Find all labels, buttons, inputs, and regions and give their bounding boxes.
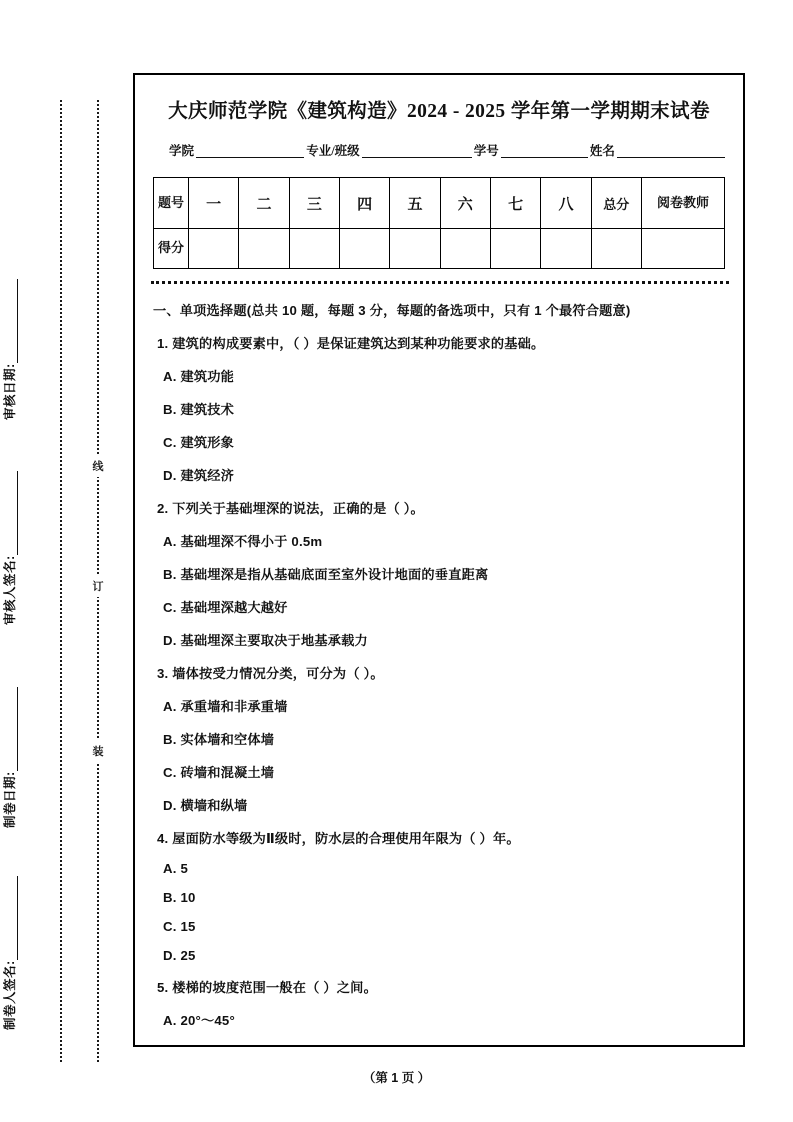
question-3-option-b[interactable]: B. 实体墙和空体墙	[163, 732, 275, 747]
left-margin-annotations	[0, 0, 130, 1122]
question-3	[157, 663, 725, 682]
row-header-question-no: 题号	[154, 178, 189, 229]
field-input-major-class[interactable]	[362, 144, 472, 158]
exam-paper-sheet	[133, 73, 745, 1047]
field-label-name: 姓名	[589, 144, 615, 158]
question-4-number: 4.	[157, 831, 169, 846]
section-heading-1: 一、单项选择题(总共 10 题，每题 3 分，每题的备选项中，只有 1 个最符合题意)	[153, 303, 631, 318]
margin-note-label: 审核日期:	[3, 363, 17, 420]
binder-mark-bind: 订	[89, 575, 107, 597]
column-header-6: 六	[440, 178, 490, 229]
row-header-score: 得分	[154, 229, 189, 269]
section-divider	[151, 281, 729, 284]
field-input-student-id[interactable]	[501, 144, 588, 158]
field-label-major-class: 专业/班级	[306, 144, 360, 158]
margin-note-paper-maker-signature	[0, 730, 18, 1030]
column-header-8: 八	[541, 178, 591, 229]
question-1-stem: 建筑的构成要素中，（ ）是保证建筑达到某种功能要求的基础。	[172, 336, 545, 351]
question-5-option-a[interactable]: A. 20°～45°	[163, 1013, 235, 1028]
table-row-scores	[154, 229, 725, 269]
question-1-option-a[interactable]: A. 建筑功能	[163, 369, 235, 384]
column-header-3: 三	[289, 178, 339, 229]
field-label-student-id: 学号	[473, 144, 499, 158]
margin-note-label: 审核人签名:	[3, 555, 17, 625]
column-header-grading-teacher: 阅卷教师	[642, 178, 725, 229]
score-table	[153, 177, 725, 269]
column-header-total: 总分	[591, 178, 641, 229]
question-3-option-d[interactable]: D. 横墙和纵墙	[163, 798, 248, 813]
question-5-stem: 楼梯的坡度范围一般在（ ）之间。	[172, 980, 377, 995]
table-row-question-numbers	[154, 178, 725, 229]
field-input-name[interactable]	[617, 144, 725, 158]
score-cell-1[interactable]	[189, 229, 239, 269]
score-cell-8[interactable]	[541, 229, 591, 269]
margin-note-label: 制卷日期:	[3, 771, 17, 828]
score-cell-grading-teacher[interactable]	[642, 229, 725, 269]
question-2-option-a[interactable]: A. 基础埋深不得小于 0.5m	[163, 534, 323, 549]
outer-dotted-rule	[60, 100, 62, 1062]
question-body	[153, 300, 725, 1029]
binder-mark-line: 线	[89, 455, 107, 477]
score-cell-total[interactable]	[591, 229, 641, 269]
question-4-option-d[interactable]: D. 25	[163, 948, 196, 963]
question-1	[157, 333, 725, 352]
question-5	[157, 977, 725, 996]
question-2-option-c[interactable]: C. 基础埋深越大越好	[163, 600, 288, 615]
score-cell-3[interactable]	[289, 229, 339, 269]
question-2-option-b[interactable]: B. 基础埋深是指从基础底面至室外设计地面的垂直距离	[163, 567, 489, 582]
question-1-option-d[interactable]: D. 建筑经济	[163, 468, 235, 483]
question-4-option-b[interactable]: B. 10	[163, 890, 196, 905]
score-cell-4[interactable]	[339, 229, 389, 269]
question-2	[157, 498, 725, 517]
question-3-option-c[interactable]: C. 砖墙和混凝土墙	[163, 765, 275, 780]
column-header-7: 七	[490, 178, 540, 229]
question-1-option-c[interactable]: C. 建筑形象	[163, 435, 235, 450]
question-4-option-a[interactable]: A. 5	[163, 861, 188, 876]
column-header-2: 二	[239, 178, 289, 229]
question-2-stem: 下列关于基础埋深的说法，正确的是（ ）。	[172, 501, 424, 516]
margin-note-blank	[5, 876, 18, 960]
margin-note-label: 制卷人签名:	[3, 960, 17, 1030]
page-title: 大庆师范学院《建筑构造》2024 - 2025 学年第一学期期末试卷	[168, 101, 710, 122]
question-3-option-a[interactable]: A. 承重墙和非承重墙	[163, 699, 288, 714]
score-cell-6[interactable]	[440, 229, 490, 269]
question-4-stem: 屋面防水等级为Ⅱ级时，防水层的合理使用年限为（ ）年。	[172, 831, 520, 846]
column-header-4: 四	[339, 178, 389, 229]
column-header-5: 五	[390, 178, 440, 229]
column-header-1: 一	[189, 178, 239, 229]
question-2-number: 2.	[157, 501, 169, 516]
score-cell-5[interactable]	[390, 229, 440, 269]
question-4-option-c[interactable]: C. 15	[163, 919, 196, 934]
student-info-row	[169, 141, 727, 159]
question-3-stem: 墙体按受力情况分类，可分为（ ）。	[172, 666, 384, 681]
field-label-college: 学院	[169, 144, 195, 158]
question-1-option-b[interactable]: B. 建筑技术	[163, 402, 235, 417]
question-3-number: 3.	[157, 666, 169, 681]
score-cell-7[interactable]	[490, 229, 540, 269]
question-1-number: 1.	[157, 336, 169, 351]
question-2-option-d[interactable]: D. 基础埋深主要取决于地基承载力	[163, 633, 368, 648]
binder-mark-assemble: 装	[89, 740, 107, 762]
score-cell-2[interactable]	[239, 229, 289, 269]
page-footer: （第 1 页 ）	[362, 1071, 431, 1085]
question-5-number: 5.	[157, 980, 169, 995]
question-4	[157, 828, 725, 847]
field-input-college[interactable]	[196, 144, 304, 158]
